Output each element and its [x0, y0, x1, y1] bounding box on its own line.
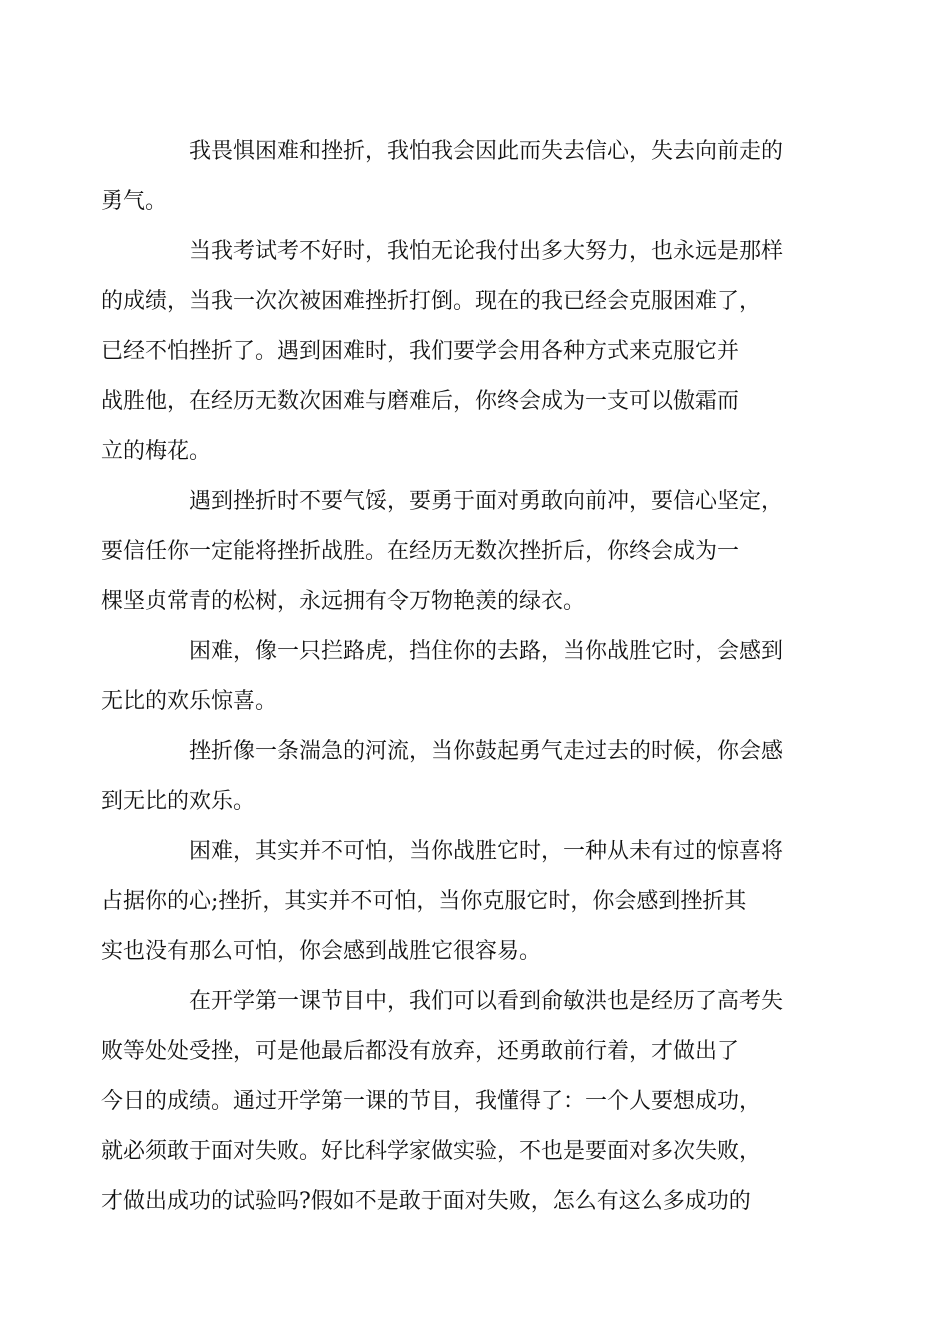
- paragraph-1: [101, 127, 810, 227]
- text-line: 实也没有那么可怕，你会感到战胜它很容易。: [101, 939, 542, 964]
- paragraph-6: [101, 827, 810, 977]
- text-line: 今日的成绩。通过开学第一课的节目，我懂得了：一个人要想成功，: [101, 1089, 762, 1114]
- text-line: 遇到挫折时不要气馁，要勇于面对勇敢向前冲，要信心坚定，: [189, 489, 784, 514]
- text-line: 的成绩，当我一次次被困难挫折打倒。现在的我已经会克服困难了，: [101, 289, 762, 314]
- paragraph-5: [101, 727, 810, 827]
- text-line: 棵坚贞常青的松树，永远拥有令万物艳羡的绿衣。: [101, 589, 586, 614]
- text-line: 困难，像一只拦路虎，挡住你的去路，当你战胜它时，会感到: [189, 639, 784, 664]
- paragraph-3: [101, 477, 810, 627]
- text-line: 到无比的欢乐。: [101, 789, 256, 814]
- text-line: 就必须敢于面对失败。好比科学家做实验，不也是要面对多次失败，: [101, 1139, 762, 1164]
- paragraph-2: [101, 227, 810, 477]
- text-line: 当我考试考不好时，我怕无论我付出多大努力，也永远是那样: [189, 239, 784, 264]
- document-body: [101, 127, 810, 1227]
- text-line: 败等处处受挫，可是他最后都没有放弃，还勇敢前行着，才做出了: [101, 1039, 740, 1064]
- text-line: 困难，其实并不可怕，当你战胜它时，一种从未有过的惊喜将: [189, 839, 784, 864]
- text-line: 占据你的心;挫折，其实并不可怕，当你克服它时，你会感到挫折其: [101, 889, 747, 914]
- text-line: 挫折像一条湍急的河流，当你鼓起勇气走过去的时候，你会感: [189, 739, 784, 764]
- text-line: 要信任你一定能将挫折战胜。在经历无数次挫折后，你终会成为一: [101, 539, 740, 564]
- text-line: 无比的欢乐惊喜。: [101, 689, 278, 714]
- text-line: 勇气。: [101, 189, 168, 214]
- paragraph-4: [101, 627, 810, 727]
- paragraph-7: [101, 977, 810, 1227]
- text-line: 才做出成功的试验吗?假如不是敢于面对失败，怎么有这么多成功的: [101, 1189, 751, 1214]
- text-line: 已经不怕挫折了。遇到困难时，我们要学会用各种方式来克服它并: [101, 339, 740, 364]
- text-line: 战胜他，在经历无数次困难与磨难后，你终会成为一支可以傲霜而: [101, 389, 740, 414]
- text-line: 我畏惧困难和挫折，我怕我会因此而失去信心，失去向前走的: [189, 139, 784, 164]
- text-line: 在开学第一课节目中，我们可以看到俞敏洪也是经历了高考失: [189, 989, 784, 1014]
- text-line: 立的梅花。: [101, 439, 212, 464]
